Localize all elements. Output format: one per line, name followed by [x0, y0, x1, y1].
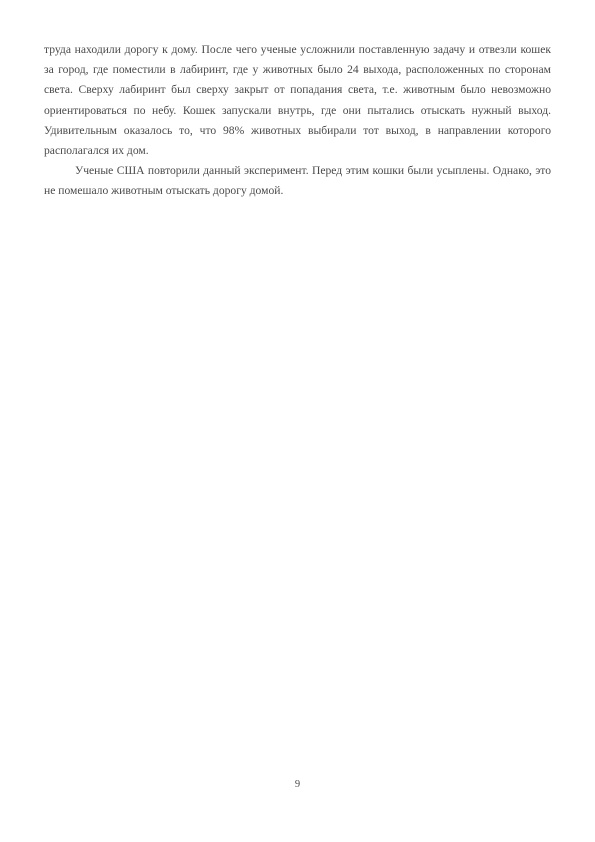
paragraph-1: труда находили дорогу к дому. После чего ученые усложнили поставленную задачу и отвезли кошек за город, где поместили в лабиринт, где у животных было 24 выхода, расположенных по сторонам света. Сверху лабиринт был сверху закрыт от попадания света, т.е. животным было невозможно ориентироваться по небу. Кошек запускали внутрь, где они пытались отыскать нужный выход. Удивительным оказалось то, что 98% животных выбирали тот выход, в направлении которого располагался их дом.: [44, 43, 551, 158]
body-text: [44, 40, 551, 202]
paragraph-2: Ученые США повторили данный эксперимент. Перед этим кошки были усыплены. Однако, это не помешало животным отыскать дорогу домой.: [44, 164, 551, 198]
page-number: 9: [294, 779, 301, 790]
